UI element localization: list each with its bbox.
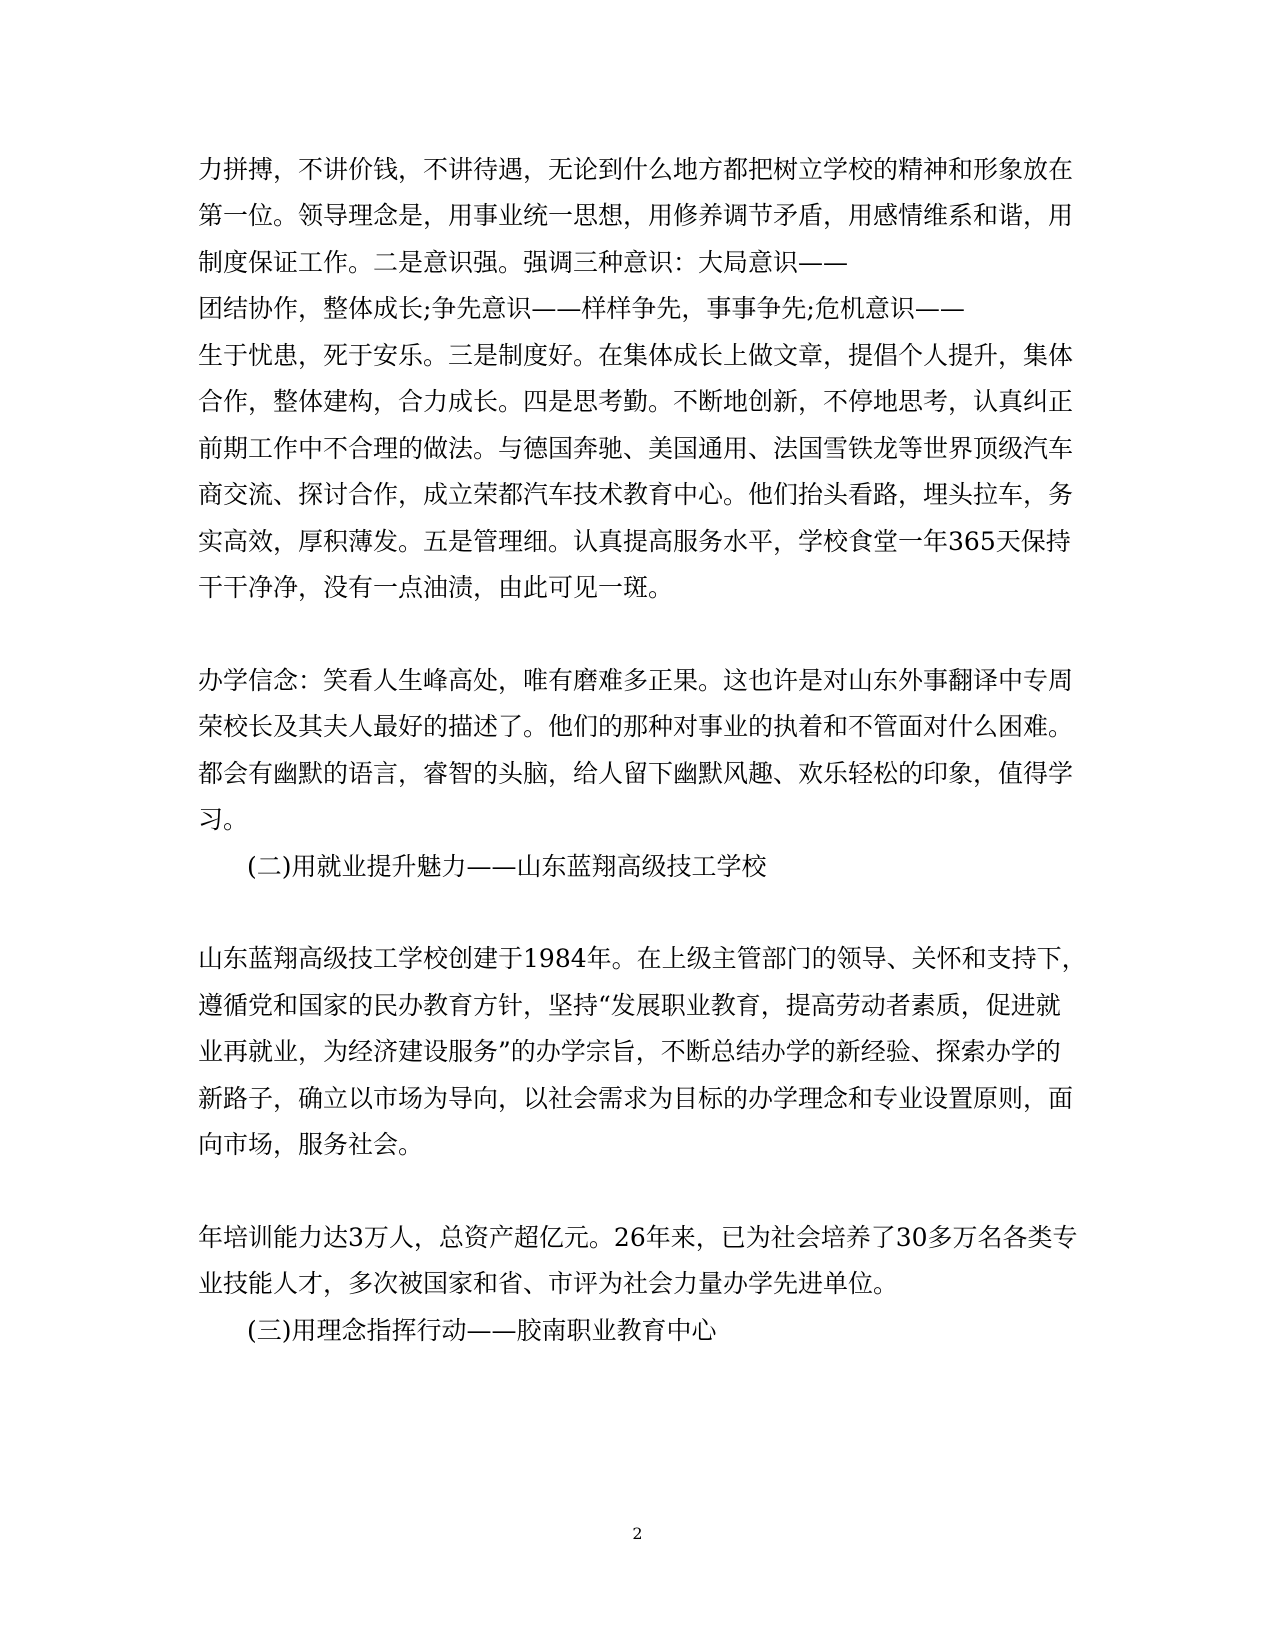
paragraph-line: 力拼搏，不讲价钱，不讲待遇，无论到什么地方都把树立学校的精神和形象放在 <box>198 155 1074 184</box>
paragraph-line: 业再就业，为经济建设服务”的办学宗旨，不断总结办学的新经验、探索办学的 <box>198 1037 1061 1066</box>
section-heading: (三)用理念指挥行动——胶南职业教育中心 <box>247 1316 717 1345</box>
paragraph-line: 荣校长及其夫人最好的描述了。他们的那种对事业的执着和不管面对什么困难。 <box>198 712 1074 741</box>
paragraph-line: 合作，整体建构，合力成长。四是思考勤。不断地创新，不停地思考，认真纠正 <box>198 387 1074 416</box>
paragraph-line: 干干净净，没有一点油渍，由此可见一斑。 <box>198 573 674 602</box>
paragraph-line: 习。 <box>198 805 249 834</box>
paragraph-line: 遵循党和国家的民办教育方针，坚持“发展职业教育，提高劳动者素质，促进就 <box>198 991 1061 1020</box>
paragraph-line: 新路子，确立以市场为导向，以社会需求为目标的办学理念和专业设置原则，面 <box>198 1084 1074 1113</box>
paragraph-line: 制度保证工作。二是意识强。强调三种意识：大局意识—— <box>198 248 849 277</box>
paragraph-line: 年培训能力达3万人，总资产超亿元。26年来，已为社会培养了30多万名各类专 <box>198 1223 1078 1252</box>
paragraph-line: 前期工作中不合理的做法。与德国奔驰、美国通用、法国雪铁龙等世界顶级汽车 <box>198 434 1074 463</box>
paragraph-line: 商交流、探讨合作，成立荣都汽车技术教育中心。他们抬头看路，埋头拉车，务 <box>198 480 1074 509</box>
paragraph-line: 都会有幽默的语言，睿智的头脑，给人留下幽默风趣、欢乐轻松的印象，值得学 <box>198 759 1074 788</box>
paragraph-line: 业技能人才，多次被国家和省、市评为社会力量办学先进单位。 <box>198 1269 899 1298</box>
paragraph-line: 向市场，服务社会。 <box>198 1130 424 1159</box>
page-number: 2 <box>632 1524 643 1543</box>
paragraph-line: 第一位。领导理念是，用事业统一思想，用修养调节矛盾，用感情维系和谐，用 <box>198 201 1074 230</box>
paragraph-line: 团结协作，整体成长;争先意识——样样争先，事事争先;危机意识—— <box>198 294 965 323</box>
paragraph-line: 实高效，厚积薄发。五是管理细。认真提高服务水平，学校食堂一年365天保持 <box>198 527 1071 556</box>
section-heading: (二)用就业提升魅力——山东蓝翔高级技工学校 <box>247 852 767 881</box>
paragraph-line: 办学信念：笑看人生峰高处，唯有磨难多正果。这也许是对山东外事翻译中专周 <box>198 666 1074 695</box>
paragraph-line: 山东蓝翔高级技工学校创建于1984年。在上级主管部门的领导、关怀和支持下， <box>198 944 1087 973</box>
paragraph-line: 生于忧患，死于安乐。三是制度好。在集体成长上做文章，提倡个人提升，集体 <box>198 341 1074 370</box>
